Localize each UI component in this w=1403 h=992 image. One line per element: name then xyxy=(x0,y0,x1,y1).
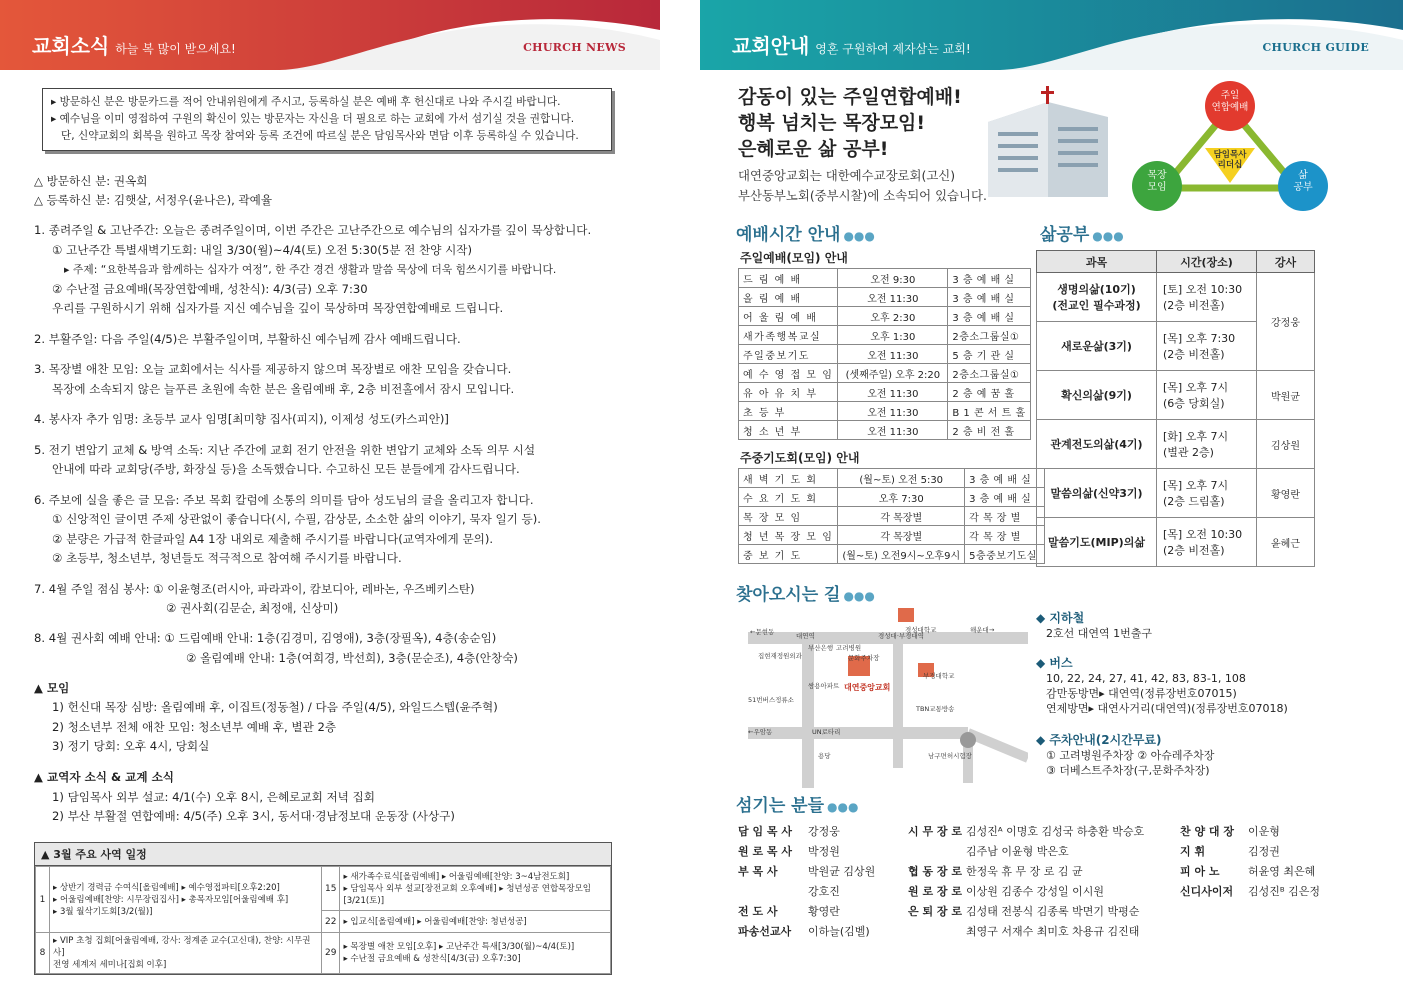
server-names: 김주남 이윤형 박은호 xyxy=(966,845,1069,858)
course-teacher: 박원균 xyxy=(1257,371,1315,420)
transport-line: ③ 더베스트주차장(구,문화주차장) xyxy=(1046,764,1210,777)
news-sub: ① 신앙적인 글이면 주제 상관없이 좋습니다(시, 수필, 감상문, 소소한 삶의 이야기, 묵자 일기 등). xyxy=(52,512,541,526)
course-time: [토] 오전 10:30 (2층 비전홀) xyxy=(1157,273,1257,322)
visitors-line: △ 방문하신 분: 권옥희 xyxy=(34,174,148,188)
server-role: 전 도 사 xyxy=(738,905,778,918)
service-place: 3 층 예 배 실 xyxy=(965,488,1045,507)
service-name: 어 울 림 예 배 xyxy=(739,307,838,326)
service-time: 각 목장별 xyxy=(838,507,965,526)
map-label: 경성대·부경대역 xyxy=(878,632,925,640)
server-names: 김성태 전봉식 김종록 박면기 박평순 xyxy=(966,905,1140,918)
course-time: [화] 오후 7시 (별관 2층) xyxy=(1157,420,1257,469)
service-name: 목 장 모 임 xyxy=(739,507,838,526)
server-row xyxy=(738,902,875,922)
map-label: 문화주차장 xyxy=(848,654,880,662)
news-sub: ② 권사회(김문순, 최정애, 신상미) xyxy=(166,601,339,615)
staff-news-heading: ▲ 교역자 소식 & 교계 소식 xyxy=(34,770,175,784)
servers-col-3 xyxy=(1180,822,1320,902)
service-place: 5 층 기 관 실 xyxy=(948,345,1030,364)
service-name: 중 보 기 도 xyxy=(739,545,838,564)
map-label: 경성대학교 xyxy=(905,626,937,634)
service-place: 2층소그룹실① xyxy=(948,364,1030,383)
map-label: 집현재정원외과 xyxy=(758,652,802,660)
news-item-3: 3. 목장별 애찬 모임: 오늘 교회에서는 식사를 제공하지 않으며 목장별로 애찬 모임을 갖습니다. xyxy=(34,362,512,376)
server-names: 박정원 xyxy=(808,845,840,858)
news-item-8: 8. 4월 권사회 예배 안내: ① 드림예배 안내: 1층(김경미, 김영애), 3층(장필옥), 4층(송순임) xyxy=(34,631,497,645)
map-label: 해운대→ xyxy=(970,626,995,634)
service-place: 2 층 비 전 홀 xyxy=(948,421,1030,440)
server-row xyxy=(1180,842,1320,862)
map-label: 고려병원 xyxy=(836,644,862,652)
course-time: [목] 오전 10:30 (2층 비전홀) xyxy=(1157,518,1257,567)
service-name: 수 요 기 도 회 xyxy=(739,488,838,507)
server-role: 피 아 노 xyxy=(1180,865,1220,878)
schedule-date: 1 xyxy=(36,867,50,933)
life-table-header: 강사 xyxy=(1257,251,1315,273)
news-sub: ② 올림예배 안내: 1층(여희경, 박선희), 3층(문순조), 4층(안창숙) xyxy=(186,651,518,665)
server-role: 협 동 장 로 xyxy=(908,865,962,878)
life-course-row xyxy=(1037,420,1315,469)
triangle-top-label: 주일 연합예배 xyxy=(1211,90,1249,113)
transport-title: ◆ 지하철 xyxy=(1036,611,1085,625)
news-header xyxy=(0,0,660,70)
map-label: ←문현동 xyxy=(750,628,775,636)
schedule-row xyxy=(739,269,1031,288)
worship-times-heading: 예배시간 안내 ●●● xyxy=(736,225,875,245)
schedule-row xyxy=(739,326,1031,345)
service-place: 3 층 예 배 실 xyxy=(948,288,1030,307)
map-label: 대연역 xyxy=(796,632,815,640)
service-name: 새 벽 기 도 회 xyxy=(739,469,838,488)
meeting-line: 3) 정기 당회: 오후 4시, 당회실 xyxy=(52,739,210,753)
service-time: 오전 11:30 xyxy=(838,402,948,421)
news-english-title: CHURCH NEWS xyxy=(523,41,626,54)
service-time: 오전 11:30 xyxy=(838,288,948,307)
sunday-worship-subheading: 주일예배(모임) 안내 xyxy=(740,251,848,265)
server-row xyxy=(1180,882,1320,902)
schedule-date: 29 xyxy=(322,933,340,974)
course-teacher: 윤혜근 xyxy=(1257,518,1315,567)
schedule-row xyxy=(739,526,1045,545)
course-time: [목] 오후 7시 (6층 당회실) xyxy=(1157,371,1257,420)
course-teacher: 김상원 xyxy=(1257,420,1315,469)
map-label: UN로타리 xyxy=(812,728,841,736)
service-time: 오후 7:30 xyxy=(838,488,965,507)
service-place: 각 목 장 별 xyxy=(965,507,1045,526)
schedule-row xyxy=(739,307,1031,326)
service-time: (셋째주일) 오후 2:20 xyxy=(838,364,948,383)
triangle-left-label: 목장 모임 xyxy=(1147,170,1167,193)
meetings-heading: ▲ 모임 xyxy=(34,681,70,695)
service-place: 2 층 예 꿈 홀 xyxy=(948,383,1030,402)
life-course-row xyxy=(1037,273,1315,322)
service-time: 오후 2:30 xyxy=(838,307,948,326)
server-role: 담 임 목 사 xyxy=(738,825,792,838)
schedule-date: 22 xyxy=(322,911,340,933)
course-name: 말씀의삶(신약3기) xyxy=(1037,469,1157,518)
notice-line: ▸ 예수님을 이미 영접하여 구원의 확신이 있는 방문자는 자신을 더 필요로 하는 교회에 가서 섬기실 것을 권합니다. xyxy=(51,113,575,125)
server-row xyxy=(908,842,1144,862)
notice-line: 단, 신약교회의 회복을 원하고 목장 참여와 등록 조건에 따르실 분은 담임목사와 면담 이후 등록하실 수 있습니다. xyxy=(61,130,579,142)
server-names: 김성진ᴮ 김은정 xyxy=(1248,885,1321,898)
server-role: 은 퇴 장 로 xyxy=(908,905,962,918)
affiliation-line: 대연중앙교회는 대한예수교장로회(고신) xyxy=(738,168,956,183)
schedule-table xyxy=(35,866,611,974)
transport-section xyxy=(1036,656,1288,716)
guide-title: 교회안내 영혼 구원하여 제자삼는 교회! xyxy=(732,34,971,58)
server-row xyxy=(908,882,1144,902)
server-names: 황영란 xyxy=(808,905,840,918)
life-course-row xyxy=(1037,371,1315,420)
server-names: 김정권 xyxy=(1248,845,1280,858)
map-label: 부산은행 xyxy=(808,644,834,652)
map-label: 용당 xyxy=(818,752,831,760)
server-role: 부 목 사 xyxy=(738,865,778,878)
slogan-line: 은혜로운 삶 공부! xyxy=(738,138,889,160)
course-name: 생명의삶(10기) (전교인 필수과정) xyxy=(1037,273,1157,322)
server-role: 지 휘 xyxy=(1180,845,1206,858)
news-sub: 목장에 소속되지 않은 늘푸른 초원에 속한 분은 올림예배 후, 2층 비전홀에서 잠시 모입니다. xyxy=(52,382,515,396)
schedule-row xyxy=(739,421,1031,440)
server-names: 허윤영 최은혜 xyxy=(1248,865,1316,878)
service-name: 드 림 예 배 xyxy=(739,269,838,288)
course-name: 관계전도의삶(4기) xyxy=(1037,420,1157,469)
servers-col-2 xyxy=(908,822,1144,942)
schedule-row xyxy=(739,364,1031,383)
triangle-right-label: 삶 공부 xyxy=(1293,170,1313,193)
server-names: 박원균 김상원 xyxy=(808,865,876,878)
service-time: 오후 1:30 xyxy=(838,326,948,345)
news-sub: 우리를 구원하시기 위해 십자가를 지신 예수님을 깊이 묵상하며 목장연합예배로 드립니다. xyxy=(52,301,504,315)
news-title: 교회소식 하늘 복 많이 받으세요! xyxy=(32,34,236,58)
news-sub: ▸ 주제: “요한복음과 함께하는 십자가 여정”, 한 주간 경건 생활과 말씀 묵상에 더욱 힘쓰시기를 바랍니다. xyxy=(64,263,557,276)
schedule-row xyxy=(739,507,1045,526)
service-place: 5층중보기도실 xyxy=(965,545,1045,564)
schedule-text: ▸ 목장별 애찬 모임[오후] ▸ 고난주간 특새[3/30(월)~4/4(토)] ▸ 수난절 금요예배 & 성찬식[4/3(금) 오후7:30] xyxy=(340,933,611,974)
transport-line: 2호선 대연역 1번출구 xyxy=(1046,627,1152,640)
church-guide-page xyxy=(700,0,1403,992)
server-role: 원 로 목 사 xyxy=(738,845,792,858)
course-time: [목] 오후 7시 (2층 드림홀) xyxy=(1157,469,1257,518)
church-news-page xyxy=(0,0,660,992)
slogan xyxy=(738,84,962,162)
transport-section xyxy=(1036,733,1214,778)
server-names: 이운형 xyxy=(1248,825,1280,838)
news-item-5: 5. 전기 변압기 교체 & 방역 소독: 지난 주간에 교회 전기 안전을 위한 변압기 교체와 소독 의무 시설 xyxy=(34,443,536,457)
life-study-heading: 삶공부 ●●● xyxy=(1040,225,1124,245)
schedule-heading: ▲ 3월 주요 사역 일정 xyxy=(35,843,611,866)
transport-line: 연제방면▸ 대연사거리(대연역)(정류장번호07018) xyxy=(1046,702,1288,715)
schedule-row xyxy=(739,488,1045,507)
server-row xyxy=(738,882,875,902)
server-role: 파송선교사 xyxy=(738,925,792,938)
notice-line: ▸ 방문하신 분은 방문카드를 적어 안내위원에게 주시고, 등록하실 분은 예배 후 헌신대로 나와 주시길 바랍니다. xyxy=(51,96,561,108)
map-label: 대연중앙교회 xyxy=(844,683,891,692)
service-time: (월~토) 오전 5:30 xyxy=(838,469,965,488)
news-sub: ② 수난절 금요예배(목장연합예배, 성찬식): 4/3(금) 오후 7:30 xyxy=(52,282,368,296)
service-place: 3 층 예 배 실 xyxy=(948,307,1030,326)
course-teacher: 황영란 xyxy=(1257,469,1315,518)
news-item-7: 7. 4월 주일 점심 봉사: ① 이윤형조(러시아, 파라과이, 캄보디아, 레바논, 우즈베키스탄) xyxy=(34,582,475,596)
server-row xyxy=(738,842,875,862)
server-names: 이상원 김종수 강성일 이시원 xyxy=(966,885,1105,898)
schedule-text: ▸ 상반기 경력금 수여식[올림예배] ▸ 예수영접파티[오후2:20] ▸ 어울림예배[찬양: 시무장립집사] ▸ 총목자모임[어울림예배 후] ▸ 3월 월삭기도회[3/2(월)] xyxy=(50,867,322,933)
schedule-text: ▸ 입교식[올림예배] ▸ 어울림예배[찬양: 청년성공] xyxy=(340,911,611,933)
server-names: 한정욱 휴 무 장 로 김 균 xyxy=(966,865,1083,878)
weekday-prayer-table xyxy=(738,468,1045,564)
weekday-prayer-subheading: 주중기도회(모임) 안내 xyxy=(740,451,860,465)
service-place: B 1 콘 서 트 홀 xyxy=(948,402,1030,421)
staff-news-line: 2) 부산 부활절 연합예배: 4/5(주) 오후 3시, 동서대·경남정보대 운동장 (사상구) xyxy=(52,809,455,823)
location-map xyxy=(748,608,1028,788)
server-role: 찬 양 대 장 xyxy=(1180,825,1234,838)
server-row xyxy=(908,862,1144,882)
meeting-line: 2) 청소년부 전체 애찬 모임: 청소년부 예배 후, 별관 2층 xyxy=(52,720,337,734)
news-sub: ② 분량은 가급적 한글파일 A4 1장 내외로 제출해 주시기를 바랍니다(교역자에게 문의). xyxy=(52,532,494,546)
transport-line: ① 고려병원주차장 ② 아슈레주차장 xyxy=(1046,749,1215,762)
server-row xyxy=(908,922,1144,942)
course-time: [목] 오후 7:30 (2층 비전홀) xyxy=(1157,322,1257,371)
march-schedule xyxy=(34,842,612,975)
triangle-center-label: 담임목사 리더십 xyxy=(1213,150,1247,170)
life-table-header: 과목 xyxy=(1037,251,1157,273)
service-name: 새가족행복교실 xyxy=(739,326,838,345)
slogan-line: 행복 넘치는 목장모임! xyxy=(738,112,926,134)
meeting-line: 1) 헌신대 목장 심방: 올림예배 후, 이집트(정동철) / 다음 주일(4/5), 와일드스텝(윤주혁) xyxy=(52,700,498,714)
server-row xyxy=(738,862,875,882)
transport-line: 감만동방면▸ 대연역(정류장번호07015) xyxy=(1046,687,1237,700)
server-names: 이하늘(김벨) xyxy=(808,925,870,938)
news-item-2: 2. 부활주일: 다음 주일(4/5)은 부활주일이며, 부활하신 예수님께 감사 예배드립니다. xyxy=(34,332,461,346)
news-item-6: 6. 주보에 실을 좋은 글 모음: 주보 목회 칼럼에 소통의 의미를 담아 성도님의 글을 올리고자 합니다. xyxy=(34,493,534,507)
service-name: 주일중보기도 xyxy=(739,345,838,364)
map-label: 51번버스정류소 xyxy=(748,696,794,704)
server-names: 김성진ᴬ 이명호 김성국 하충환 박승호 xyxy=(966,825,1145,838)
news-sub: 안내에 따라 교회당(주방, 화장실 등)을 소독했습니다. 수고하신 모든 분들에게 감사드립니다. xyxy=(52,462,520,476)
course-teacher: 강정웅 xyxy=(1257,273,1315,371)
service-time: (월~토) 오전9시~오후9시 xyxy=(838,545,965,564)
service-time: 오전 9:30 xyxy=(838,269,948,288)
schedule-text: ▸ VIP 초청 집회[어울림예배, 강사: 정계준 교수(고신대), 찬양: 시무권사] 전영 세계저 세미나[집회 이후] xyxy=(50,933,322,974)
life-study-table xyxy=(1036,250,1315,567)
news-item-4: 4. 봉사자 추가 임명: 초등부 교사 임명[최미향 집사(피지), 이제성 성도(카스피안)] xyxy=(34,412,449,426)
affiliation xyxy=(738,166,987,206)
life-table-header: 시간(장소) xyxy=(1157,251,1257,273)
life-course-row xyxy=(1037,518,1315,567)
schedule-row xyxy=(739,288,1031,307)
server-row xyxy=(908,902,1144,922)
server-row xyxy=(1180,862,1320,882)
servers-heading: 섬기는 분들 ●●● xyxy=(736,796,859,816)
server-role: 신디사이저 xyxy=(1180,885,1234,898)
course-name: 새로운삶(3기) xyxy=(1037,322,1157,371)
affiliation-line: 부산동부노회(중부시찰)에 소속되어 있습니다. xyxy=(738,188,987,203)
service-time: 오전 11:30 xyxy=(838,421,948,440)
service-name: 유 아 유 치 부 xyxy=(739,383,838,402)
schedule-date: 15 xyxy=(322,867,340,911)
map-label: ←우암동 xyxy=(748,728,773,736)
visitor-notice-box xyxy=(42,88,612,151)
staff-news-line: 1) 담임목사 외부 설교: 4/1(수) 오후 8시, 은혜로교회 저녁 집회 xyxy=(52,790,375,804)
service-time: 오전 11:30 xyxy=(838,345,948,364)
guide-header xyxy=(700,0,1403,70)
service-time: 오전 11:30 xyxy=(838,383,948,402)
map-label: 부경대학교 xyxy=(923,672,955,680)
sunday-worship-table xyxy=(738,268,1031,440)
news-item-1: 1. 종려주일 & 고난주간: 오늘은 종려주일이며, 이번 주간은 고난주간으로 예수님의 십자가를 깊이 묵상합니다. xyxy=(34,223,592,237)
schedule-row xyxy=(739,383,1031,402)
news-sub: ② 초등부, 청소년부, 청년들도 적극적으로 참여해 주시기를 바랍니다. xyxy=(52,551,402,565)
server-names: 강정웅 xyxy=(808,825,840,838)
server-role: 원 로 장 로 xyxy=(908,885,962,898)
server-row xyxy=(738,822,875,842)
guide-english-title: CHURCH GUIDE xyxy=(1262,41,1369,54)
servers-col-1 xyxy=(738,822,875,942)
service-place: 3 층 예 배 실 xyxy=(948,269,1030,288)
map-label: TBN교통방송 xyxy=(916,705,955,713)
church-building-image xyxy=(968,82,1118,202)
map-label: 쌍용아파트 xyxy=(808,682,840,690)
service-name: 청 년 목 장 모 임 xyxy=(739,526,838,545)
slogan-line: 감동이 있는 주일연합예배! xyxy=(738,86,962,108)
course-name: 말씀기도(MIP)의삶 xyxy=(1037,518,1157,567)
life-course-row xyxy=(1037,469,1315,518)
transport-title: ◆ 버스 xyxy=(1036,656,1073,670)
schedule-row xyxy=(739,402,1031,421)
directions-heading: 찾아오시는 길 ●●● xyxy=(736,585,875,605)
service-time: 각 목장별 xyxy=(838,526,965,545)
news-sub: ① 고난주간 특별새벽기도회: 내일 3/30(월)~4/4(토) 오전 5:30(5분 전 찬양 시작) xyxy=(52,243,473,257)
registered-line: △ 등록하신 분: 김햇살, 서정우(윤나은), 곽예율 xyxy=(34,193,273,207)
server-names: 최영구 서재수 최미호 차용규 김진태 xyxy=(966,925,1140,938)
schedule-row xyxy=(739,545,1045,564)
transport-line: 10, 22, 24, 27, 41, 42, 83, 83-1, 108 xyxy=(1046,672,1246,685)
schedule-row xyxy=(739,469,1045,488)
server-role: 시 무 장 로 xyxy=(908,825,962,838)
service-place: 2층소그룹실① xyxy=(948,326,1030,345)
service-place: 3 층 예 배 실 xyxy=(965,469,1045,488)
course-name: 확신의삶(9기) xyxy=(1037,371,1157,420)
server-names: 강호진 xyxy=(808,885,840,898)
server-row xyxy=(1180,822,1320,842)
map-label: 남구면허시험장 xyxy=(928,752,972,760)
schedule-row xyxy=(739,345,1031,364)
schedule-date: 8 xyxy=(36,933,50,974)
service-name: 올 림 예 배 xyxy=(739,288,838,307)
schedule-text: ▸ 새가족수료식[올림예배] ▸ 어울림예배[찬양: 3~4남전도회] ▸ 담임목사 외부 설교[장전교회 오후예배] ▸ 청년성공 연합목장모임[3/21(토)] xyxy=(340,867,611,911)
service-name: 초 등 부 xyxy=(739,402,838,421)
service-name: 예 수 영 접 모 임 xyxy=(739,364,838,383)
server-row xyxy=(908,822,1144,842)
server-row xyxy=(738,922,875,942)
transport-title: ◆ 주차안내(2시간무료) xyxy=(1036,733,1162,747)
service-place: 각 목 장 별 xyxy=(965,526,1045,545)
service-name: 청 소 년 부 xyxy=(739,421,838,440)
transport-section xyxy=(1036,611,1152,641)
